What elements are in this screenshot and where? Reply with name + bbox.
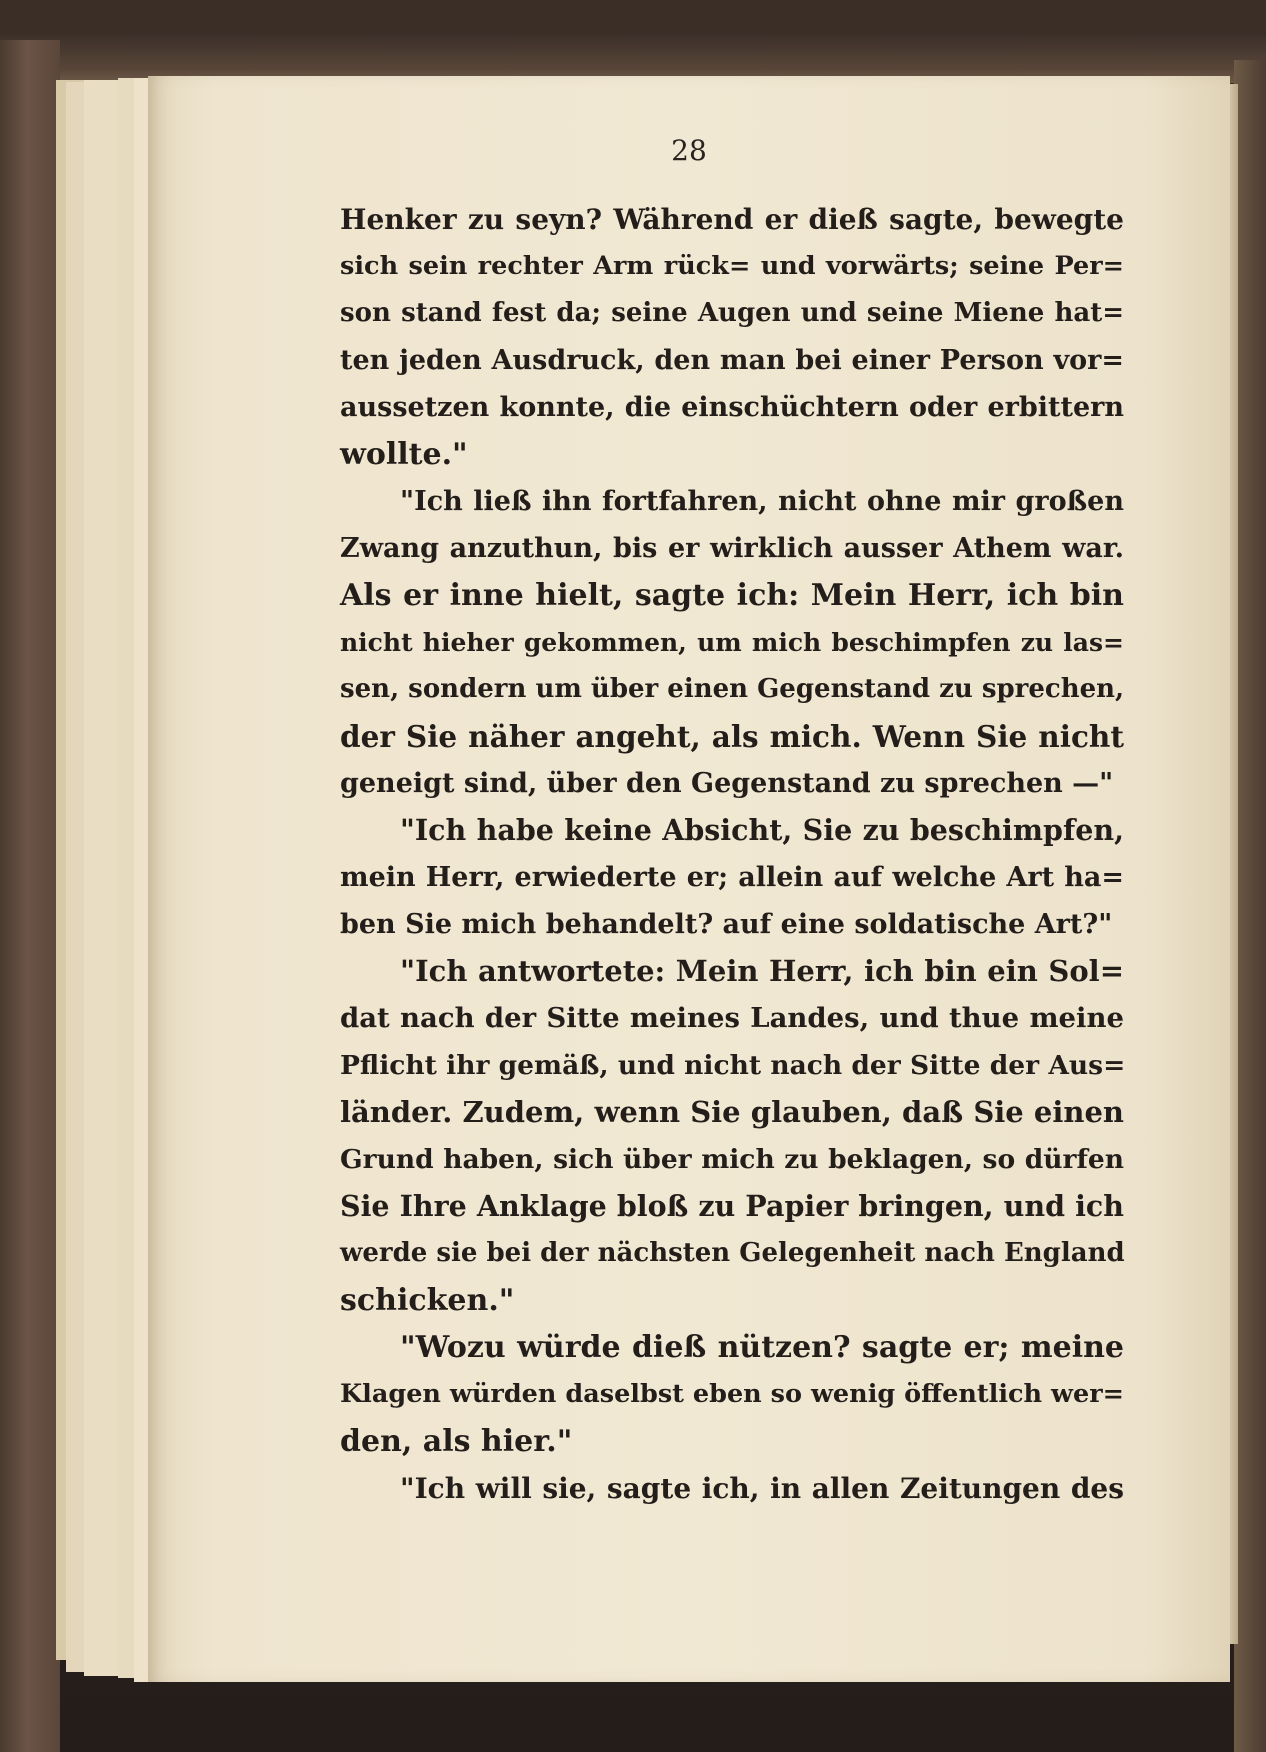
text-line: aussetzen konnte, die einschüchtern oder erbittern <box>340 392 1124 423</box>
text-line: dat nach der Sitte meines Landes, und thue meine <box>340 1002 1124 1034</box>
text-line: Klagen würden daselbst eben so wenig öffentlich wer= <box>340 1379 1124 1409</box>
text-line: Sie Ihre Anklage bloß zu Papier bringen, und ich <box>340 1189 1124 1223</box>
body-text <box>340 196 1124 1512</box>
text-line: ben Sie mich behandelt? auf eine soldatische Art?" <box>340 909 1113 940</box>
text-line: der Sie näher angeht, als mich. Wenn Sie nicht <box>340 719 1124 754</box>
text-line: "Ich ließ ihn fortfahren, nicht ohne mir großen <box>400 486 1124 517</box>
book-cover-left <box>0 40 60 1752</box>
text-line: länder. Zudem, wenn Sie glauben, daß Sie einen <box>340 1095 1124 1129</box>
text-line: "Wozu würde dieß nützen? sagte er; meine <box>400 1330 1124 1365</box>
text-line: nicht hieher gekommen, um mich beschimpfen zu las= <box>340 628 1124 657</box>
book-cover-right <box>1234 60 1266 1752</box>
page-number: 28 <box>671 134 707 167</box>
text-line: mein Herr, erwiederte er; allein auf welche Art ha= <box>340 862 1124 893</box>
text-line: schicken." <box>340 1283 515 1318</box>
text-line: "Ich habe keine Absicht, Sie zu beschimpfen, <box>400 813 1124 847</box>
text-line: Zwang anzuthun, bis er wirklich ausser Athem war. <box>340 533 1124 564</box>
text-line: "Ich antwortete: Mein Herr, ich bin ein Sol= <box>400 954 1124 988</box>
text-line: son stand fest da; seine Augen und seine Miene hat= <box>340 298 1124 328</box>
text-line: sen, sondern um über einen Gegenstand zu sprechen, <box>340 674 1125 704</box>
text-line: "Ich will sie, sagte ich, in allen Zeitungen des <box>400 1472 1124 1505</box>
text-area <box>148 76 1230 1682</box>
text-line: Grund haben, sich über mich zu beklagen, so dürfen <box>340 1144 1124 1175</box>
text-line: Henker zu seyn? Während er dieß sagte, bewegte <box>340 203 1124 236</box>
text-line: werde sie bei der nächsten Gelegenheit nach England <box>340 1238 1125 1268</box>
text-line: Pflicht ihr gemäß, und nicht nach der Sitte der Aus= <box>340 1050 1126 1081</box>
text-line: den, als hier." <box>340 1424 573 1459</box>
text-line: wollte." <box>340 437 468 472</box>
text-line: ten jeden Ausdruck, den man bei einer Person vor= <box>340 345 1124 376</box>
text-line: sich sein rechter Arm rück= und vorwärts; seine Per= <box>340 251 1124 281</box>
text-line: Als er inne hielt, sagte ich: Mein Herr, ich bin <box>340 578 1124 613</box>
text-line: geneigt sind, über den Gegenstand zu sprechen —" <box>340 768 1114 799</box>
